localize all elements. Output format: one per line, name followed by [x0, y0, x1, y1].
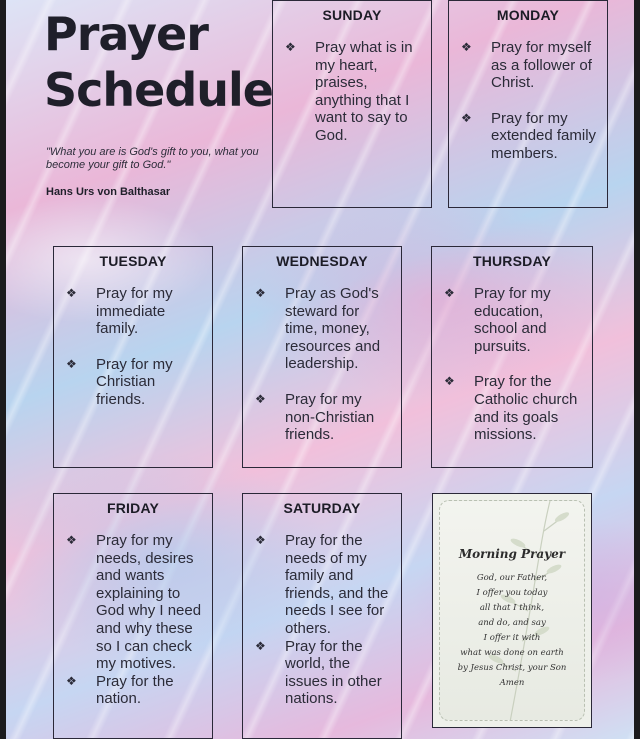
- day-name-thursday: THURSDAY: [472, 253, 552, 269]
- diamond-bullet-icon: ❖: [255, 638, 266, 653]
- day-box-monday: [448, 0, 608, 208]
- day-name-tuesday: TUESDAY: [99, 253, 167, 269]
- diamond-bullet-icon: ❖: [66, 286, 77, 300]
- diamond-bullet-icon: ❖: [444, 374, 455, 389]
- diamond-bullet-icon: ❖: [255, 391, 266, 406]
- diamond-bullet-icon: ❖: [461, 110, 472, 125]
- diamond-bullet-icon: ❖: [255, 533, 266, 547]
- quote-text: "What you are is God's gift to you, what you become your gift to God.": [46, 146, 259, 171]
- day-box-thursday: [431, 246, 593, 468]
- diamond-bullet-icon: ❖: [66, 533, 77, 547]
- prayer-line: I offer it with: [483, 633, 541, 643]
- diamond-bullet-icon: ❖: [461, 40, 472, 54]
- day-name-monday: MONDAY: [496, 7, 560, 23]
- day-name-sunday: SUNDAY: [322, 7, 382, 23]
- list-item: ❖ Pray for my needs, desires and wants explaining to God why I need and why these so I can check my motives.: [66, 532, 202, 673]
- list-item: ❖ Pray as God's steward for time, money, resources and leadership.: [255, 285, 381, 373]
- list-item: ❖ Pray for my education, school and pursuits.: [444, 285, 551, 355]
- diamond-bullet-icon: ❖: [66, 356, 77, 371]
- prayer-line: I offer you today: [476, 588, 548, 598]
- prayer-schedule-sheet: [6, 0, 634, 739]
- day-name-wednesday: WEDNESDAY: [276, 253, 368, 269]
- diamond-bullet-icon: ❖: [444, 286, 455, 300]
- day-name-saturday: SATURDAY: [283, 500, 361, 516]
- day-box-tuesday: [53, 246, 213, 468]
- morning-prayer-card: [432, 493, 592, 728]
- title-line-1: Prayer: [44, 7, 208, 61]
- day-name-friday: FRIDAY: [106, 500, 160, 516]
- prayer-line: God, our Father,: [476, 573, 548, 583]
- prayer-line: and do, and say: [478, 618, 546, 628]
- prayer-line: Amen: [499, 678, 525, 688]
- morning-prayer-frame: [439, 500, 585, 721]
- list-item: ❖ Pray what is in my heart, praises, anything that I want to say to God.: [285, 39, 413, 144]
- prayer-line: by Jesus Christ, your Son: [457, 663, 567, 673]
- list-item: ❖ Pray for my immediate family.: [66, 285, 173, 338]
- list-item: ❖ Pray for the nation.: [66, 672, 174, 708]
- list-item: ❖ Pray for my extended family members.: [461, 109, 597, 162]
- list-item: ❖ Pray for myself as a follower of Christ.: [461, 39, 592, 92]
- title-line-2: Schedule: [44, 63, 273, 117]
- diamond-bullet-icon: ❖: [285, 40, 296, 54]
- day-box-friday: [53, 493, 213, 739]
- prayer-line: what was done on earth: [460, 648, 564, 658]
- list-item: ❖ Pray for my Christian friends.: [66, 355, 173, 408]
- morning-prayer-text: [440, 571, 584, 691]
- list-item: ❖ Pray for the world, the issues in other nations.: [255, 637, 382, 708]
- morning-prayer-title: Morning Prayer: [458, 547, 566, 561]
- day-box-wednesday: [242, 246, 402, 468]
- diamond-bullet-icon: ❖: [66, 673, 77, 688]
- diamond-bullet-icon: ❖: [255, 286, 266, 300]
- list-item: ❖ Pray for the Catholic church and its goals missions.: [444, 373, 578, 444]
- list-item: ❖ Pray for my non-Christian friends.: [255, 390, 375, 444]
- day-box-saturday: [242, 493, 402, 739]
- prayer-line: all that I think,: [479, 603, 545, 613]
- page-title: [44, 6, 273, 118]
- day-box-sunday: [272, 0, 432, 208]
- list-item: ❖ Pray for the needs of my family and friends, and the needs I see for others.: [255, 532, 389, 637]
- quote-author: Hans Urs von Balthasar: [46, 186, 171, 198]
